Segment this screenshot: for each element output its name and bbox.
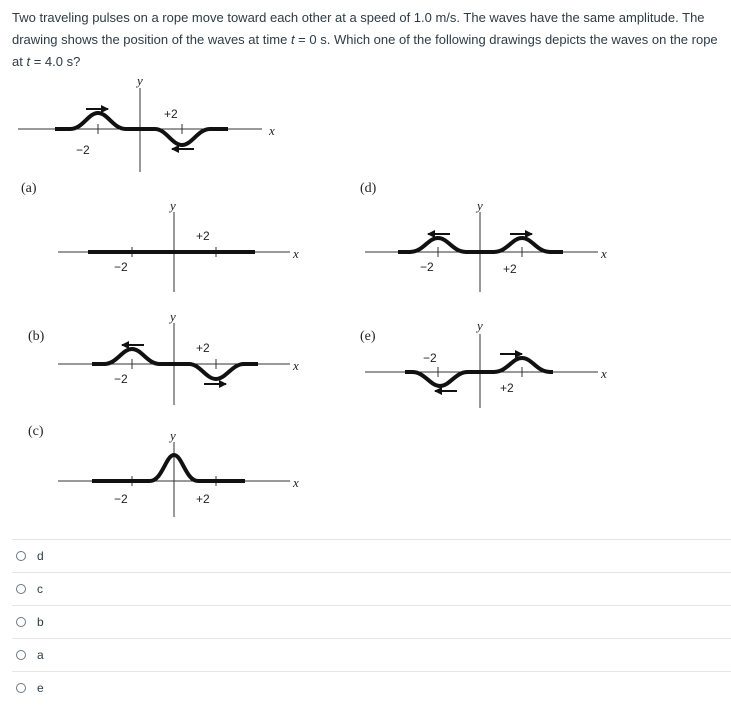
radio-button[interactable] [16, 551, 26, 561]
axis-x-label: x [293, 358, 299, 373]
answer-option-e[interactable] [12, 671, 731, 704]
tick-pos2: +2 [164, 107, 178, 121]
answer-list [12, 539, 731, 704]
radio-button[interactable] [16, 584, 26, 594]
label-e: (e) [360, 329, 376, 344]
label-c: (c) [28, 424, 44, 439]
answer-option-a[interactable] [12, 638, 731, 671]
tick-neg2: −2 [114, 372, 128, 386]
radio-button[interactable] [16, 650, 26, 660]
option-a-figure [21, 181, 299, 292]
tick-pos2: +2 [503, 262, 517, 276]
initial-figure [18, 73, 275, 172]
answer-label: c [37, 582, 43, 596]
tick-neg2: −2 [114, 492, 128, 506]
radio-button[interactable] [16, 683, 26, 693]
axis-x-label: x [293, 475, 299, 490]
answer-option-d[interactable] [12, 539, 731, 572]
axis-y-label: y [477, 318, 483, 333]
answer-label: e [37, 681, 44, 695]
axis-y-label: y [477, 198, 483, 213]
option-b-figure [28, 309, 299, 405]
option-d-figure [360, 181, 607, 292]
answer-label: d [37, 549, 44, 563]
axis-x-label: x [269, 123, 275, 138]
answer-option-c[interactable] [12, 572, 731, 605]
label-b: (b) [28, 329, 45, 344]
axis-x-label: x [601, 246, 607, 261]
axis-y-label: y [170, 198, 176, 213]
option-e-figure [360, 318, 607, 408]
answer-label: b [37, 615, 44, 629]
tick-pos2: +2 [196, 341, 210, 355]
axis-y-label: y [170, 309, 176, 324]
axis-x-label: x [293, 246, 299, 261]
tick-neg2: −2 [76, 143, 90, 157]
answer-option-b[interactable] [12, 605, 731, 638]
tick-neg2: −2 [114, 260, 128, 274]
question-text: Two traveling pulses on a rope move toward each other at a speed of 1.0 m/s. The waves have the same amplitude. The drawing shows the position of the waves at time t = 0 s. Which one of the following drawings depicts the waves on the rope at t = 4.0 s? [12, 10, 718, 69]
tick-neg2: −2 [423, 351, 437, 365]
axis-y-label: y [170, 428, 176, 443]
tick-pos2: +2 [196, 492, 210, 506]
label-d: (d) [360, 181, 377, 196]
tick-pos2: +2 [500, 381, 514, 395]
radio-button[interactable] [16, 617, 26, 627]
answer-label: a [37, 648, 44, 662]
tick-pos2: +2 [196, 229, 210, 243]
axis-y-label: y [137, 73, 143, 88]
option-c-figure [28, 424, 299, 517]
tick-neg2: −2 [420, 260, 434, 274]
label-a: (a) [21, 181, 37, 196]
axis-x-label: x [601, 366, 607, 381]
